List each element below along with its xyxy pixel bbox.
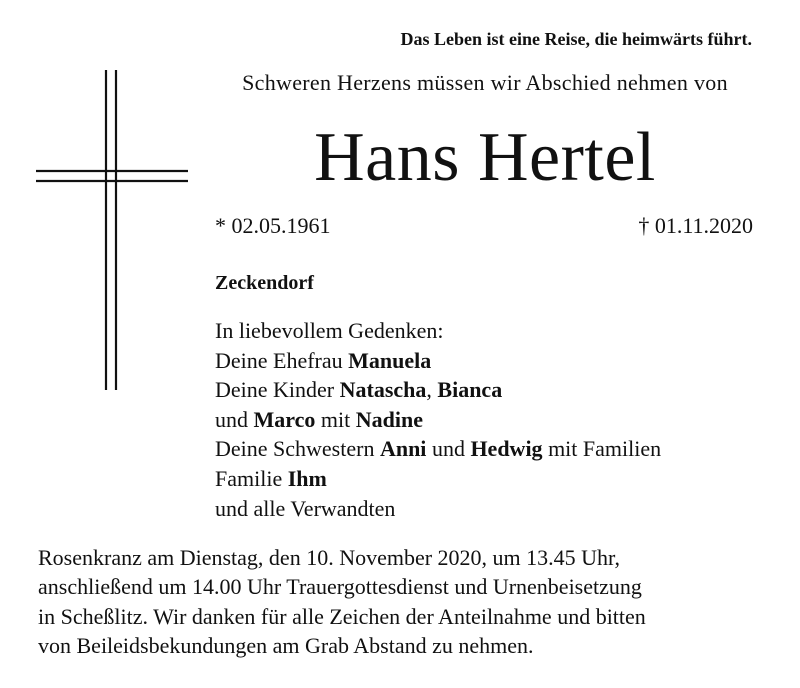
mourners-list [215, 316, 661, 523]
service-info [38, 543, 768, 661]
mourners-line-relatives: und alle Verwandten [215, 495, 396, 521]
cross-icon [36, 70, 188, 390]
mourners-line-spouse: Deine Ehefrau Manuela [215, 347, 432, 373]
mourners-line-son: und Marco mit Nadine [215, 406, 423, 432]
mourners-heading: In liebevollem Gedenken: [215, 318, 444, 343]
service-info-line: anschließend um 14.00 Uhr Trauergottesdienst und Urnenbeisetzung [38, 574, 642, 600]
place-name: Zeckendorf [215, 272, 314, 294]
deceased-name: Hans Hertel [314, 119, 656, 196]
intro-text: Schweren Herzens müssen wir Abschied nehmen von [242, 70, 728, 95]
mourners-line-children: Deine Kinder Natascha, Bianca [215, 377, 503, 403]
service-info-line: Rosenkranz am Dienstag, den 10. November 2020, um 13.45 Uhr, [38, 545, 621, 570]
motto-text: Das Leben ist eine Reise, die heimwärts führt. [400, 29, 752, 49]
death-date: † 01.11.2020 [638, 213, 753, 238]
service-info-line: in Scheßlitz. Wir danken für alle Zeichen der Anteilnahme und bitten [38, 603, 646, 629]
birth-date: * 02.05.1961 [215, 213, 331, 238]
service-info-line: von Beileidsbekundungen am Grab Abstand zu nehmen. [38, 633, 534, 659]
mourners-line-sisters: Deine Schwestern Anni und Hedwig mit Familien [215, 436, 662, 462]
mourners-line-family: Familie Ihm [215, 465, 327, 491]
